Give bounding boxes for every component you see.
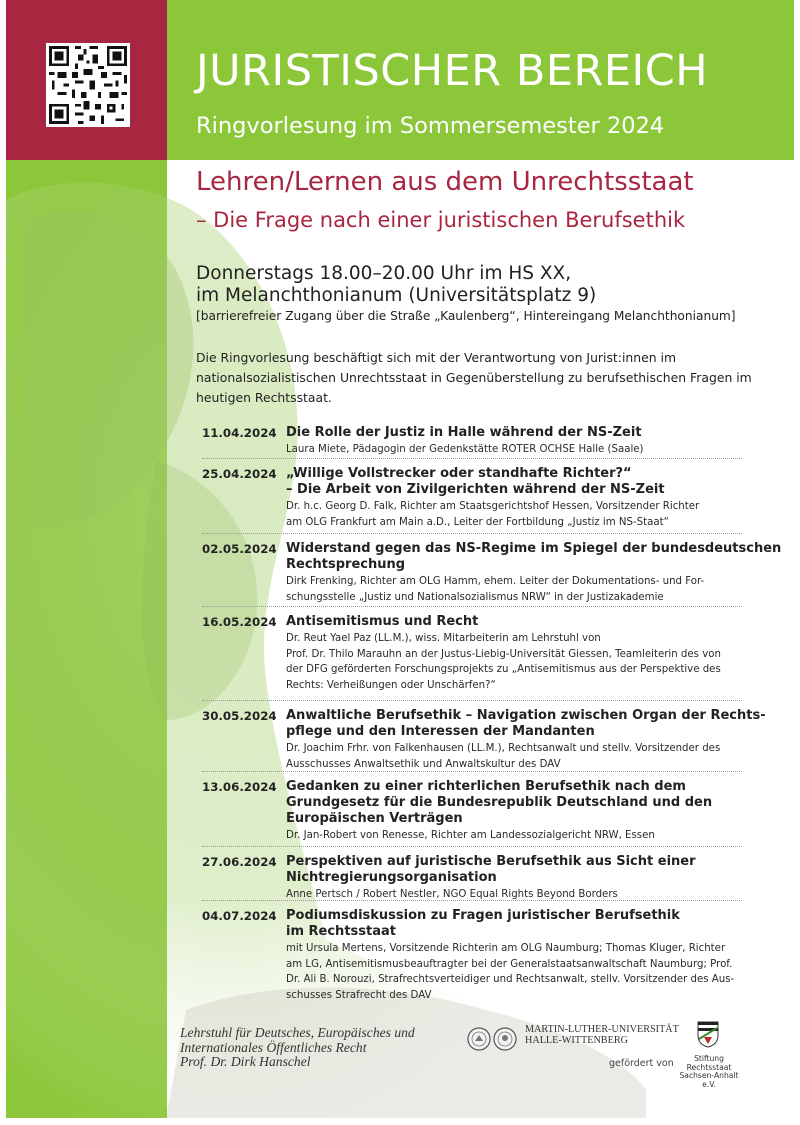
university-seal-icon: [467, 1027, 491, 1051]
event-date: 27.06.2024: [202, 855, 277, 869]
event-speaker-line: Dirk Frenking, Richter am OLG Hamm, ehem. Leiter der Dokumentations- und For-: [286, 576, 705, 587]
event-title-line: Grundgesetz für die Bundesrepublik Deutschland und den: [286, 795, 713, 810]
event-speaker-line: Anne Pertsch / Robert Nestler, NGO Equal Rights Beyond Borders: [286, 889, 618, 900]
chair-info: [180, 1026, 415, 1070]
lecture-series-topic: Lehren/Lernen aus dem Unrechtsstaat: [196, 167, 694, 197]
schedule-location: im Melanchthonianum (Universitätsplatz 9): [196, 285, 597, 306]
event-title: [286, 541, 781, 573]
event-title: [286, 908, 680, 940]
event-speaker: [286, 442, 644, 458]
university-seal-icon: [493, 1027, 517, 1051]
event-speaker-line: mit Ursula Mertens, Vorsitzende Richterin am OLG Naumburg; Thomas Kluger, Richter: [286, 943, 726, 954]
event-speaker-line: der DFG geförderten Forschungsprojekts zu „Antisemitismus aus der Perspektive des: [286, 664, 721, 675]
university-name: [525, 1024, 679, 1046]
event-title-line: Gedanken zu einer richterlichen Berufsethik nach dem: [286, 779, 686, 794]
event-speaker-line: Rechts: Verheißungen oder Unschärfen?“: [286, 679, 496, 691]
event-speaker-line: Dr. Reut Yael Paz (LL.M.), wiss. Mitarbeiterin am Lehrstuhl von: [286, 633, 601, 644]
event-title: [286, 779, 712, 827]
header-subtitle: Ringvorlesung im Sommersemester 2024: [196, 113, 665, 139]
event-date: 30.05.2024: [202, 709, 277, 723]
event-speaker-line: Dr. Joachim Frhr. von Falkenhausen (LL.M.), Rechtsanwalt und stellv. Vorsitzender des: [286, 743, 721, 754]
intro-text: Die Ringvorlesung beschäftigt sich mit der Verantwortung von Jurist:innen im nationalsozialistischen Unrechtsstaat in Gegenüberstellung zu berufsethischen Fragen im heutigen Rechtsstaat.: [196, 350, 752, 405]
event-row: [202, 533, 782, 607]
schedule-time: Donnerstags 18.00–20.00 Uhr im HS XX,: [196, 263, 572, 284]
event-speaker: [286, 828, 655, 844]
chair-line: Lehrstuhl für Deutsches, Europäisches und: [180, 1025, 415, 1040]
event-speaker-line: am LG, Antisemitismusbeauftragter bei der Generalstaatsanwaltschaft Naumburg; Prof.: [286, 958, 733, 970]
event-title: [286, 708, 766, 740]
event-speaker-line: Laura Miete, Pädagogin der Gedenkstätte ROTER OCHSE Halle (Saale): [286, 444, 644, 455]
lecture-series-subtopic: – Die Frage nach einer juristischen Berufsethik: [196, 208, 686, 232]
event-date: 02.05.2024: [202, 542, 277, 556]
event-speaker: [286, 741, 720, 772]
schedule-info: [196, 263, 596, 307]
event-speaker-line: schusses Strafrecht des DAV: [286, 989, 432, 1001]
qr-code-icon[interactable]: [46, 43, 130, 127]
foundation-name: [678, 1055, 740, 1089]
event-title: [286, 614, 478, 630]
event-date: 13.06.2024: [202, 780, 277, 794]
event-title-line: Europäischen Verträgen: [286, 811, 463, 826]
university-line: HALLE-WITTENBERG: [525, 1035, 628, 1046]
state-crest-icon: [696, 1020, 720, 1048]
event-title-line: Podiumsdiskussion zu Fragen juristischer Berufsethik: [286, 908, 680, 923]
event-title-line: Rechtsprechung: [286, 557, 406, 572]
event-date: 04.07.2024: [202, 909, 277, 923]
event-title: [286, 466, 665, 498]
event-title-line: im Rechtsstaat: [286, 924, 396, 939]
foundation-line: Sachsen-Anhalt e.V.: [679, 1071, 739, 1089]
event-title-line: Nichtregierungsorganisation: [286, 870, 497, 885]
event-date: 11.04.2024: [202, 426, 277, 440]
event-title-line: Anwaltliche Berufsethik – Navigation zwischen Organ der Rechts-: [286, 708, 766, 723]
event-date: 25.04.2024: [202, 467, 277, 481]
event-row: [202, 606, 742, 701]
university-line: MARTIN-LUTHER-UNIVERSITÄT: [525, 1024, 679, 1035]
event-title-line: Die Rolle der Justiz in Halle während der NS-Zeit: [286, 425, 642, 440]
event-title-line: Perspektiven auf juristische Berufsethik aus Sicht einer: [286, 854, 696, 869]
event-title: [286, 854, 696, 886]
event-row: [202, 700, 766, 772]
event-row: [202, 771, 742, 847]
event-title-line: Antisemitismus und Recht: [286, 614, 479, 629]
chair-line: Internationales Öffentliches Recht: [180, 1039, 367, 1055]
event-speaker: [286, 499, 699, 530]
event-speaker-line: am OLG Frankfurt am Main a.D., Leiter der Fortbildung „Justiz im NS-Staat“: [286, 516, 669, 528]
event-speaker-line: Dr. h.c. Georg D. Falk, Richter am Staatsgerichtshof Hessen, Vorsitzender Richter: [286, 501, 700, 512]
event-speaker-line: schungsstelle „Justiz und Nationalsozialismus NRW“ in der Justizakademie: [286, 591, 664, 603]
event-row: [202, 846, 742, 901]
event-title-line: „Willige Vollstrecker oder standhafte Richter?“: [286, 466, 632, 481]
event-row: [202, 458, 742, 534]
event-date: 16.05.2024: [202, 615, 277, 629]
event-speaker-line: Dr. Jan-Robert von Renesse, Richter am Landessozialgericht NRW, Essen: [286, 830, 655, 841]
header-title: JURISTISCHER BEREICH: [196, 46, 709, 96]
event-speaker: [286, 941, 734, 1003]
event-speaker-line: Ausschusses Anwaltsethik und Anwaltskultur des DAV: [286, 758, 561, 770]
event-speaker: [286, 574, 704, 605]
funded-by-label: gefördert von: [609, 1058, 674, 1069]
event-title-line: Widerstand gegen das NS-Regime im Spiegel der bundesdeutschen: [286, 541, 782, 556]
event-speaker: [286, 631, 721, 693]
foundation-line: Stiftung Rechtsstaat: [686, 1054, 732, 1072]
event-speaker-line: Dr. Ali B. Norouzi, Strafrechtsverteidiger und Rechtsanwalt, stellv. Vorsitzender des Aus-: [286, 974, 735, 985]
event-title: [286, 425, 642, 441]
event-title-line: pflege und den Interessen der Mandanten: [286, 724, 595, 739]
event-row: [202, 900, 742, 1023]
event-speaker-line: Prof. Dr. Thilo Marauhn an der Justus-Liebig-Universität Giessen, Teamleiterin des von: [286, 648, 721, 660]
event-title-line: – Die Arbeit von Zivilgerichten während der NS-Zeit: [286, 482, 665, 497]
chair-professor: Prof. Dr. Dirk Hanschel: [180, 1054, 311, 1069]
accessibility-note: [barrierefreier Zugang über die Straße „Kaulenberg“, Hintereingang Melanchthonianum]: [196, 309, 736, 323]
